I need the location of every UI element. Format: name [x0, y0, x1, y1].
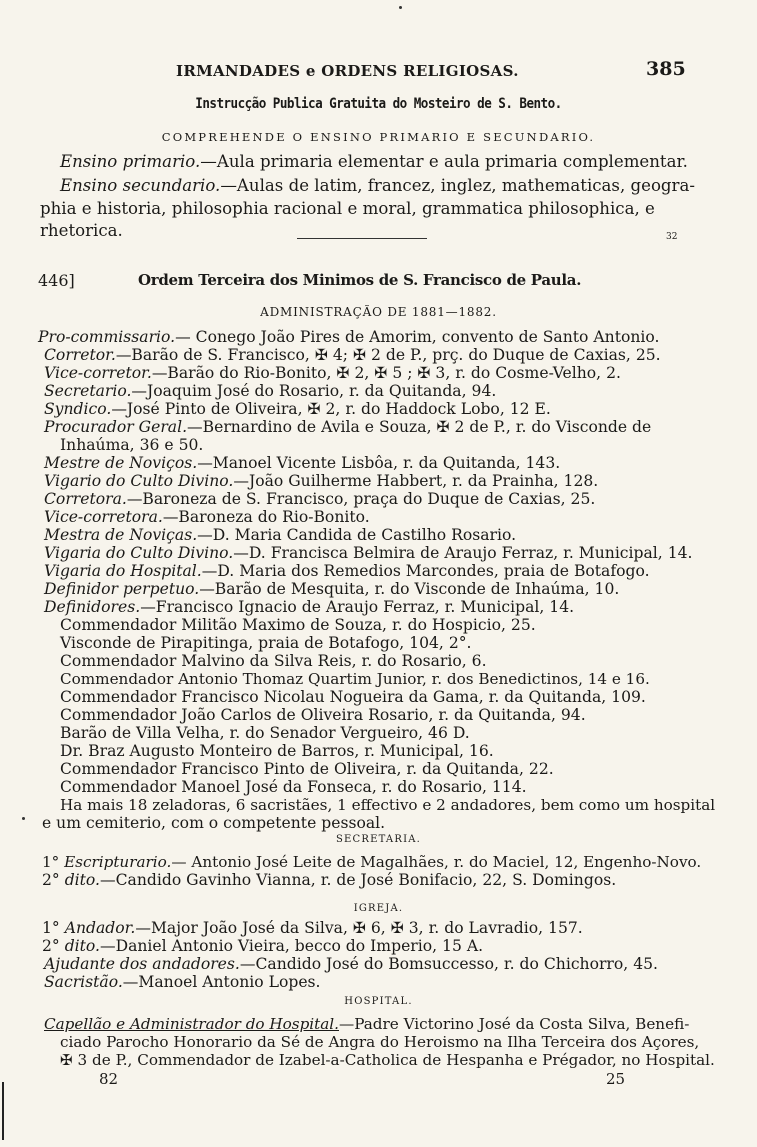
entry-line [60, 153, 688, 171]
ink-speck [399, 6, 402, 9]
entry-text: —Joaquim José do Rosario, r. da Quitanda, 94. [131, 382, 497, 400]
entry-label: dito. [64, 937, 100, 955]
entry-prefix: 2° [42, 937, 60, 955]
entry-text: Commendador Manoel José da Fonseca, r. do Rosario, 114. [60, 778, 527, 796]
entry-label: Vigaria do Culto Divino. [44, 544, 234, 562]
entry-line [60, 177, 695, 195]
entry-label: Mestra de Noviças. [44, 526, 198, 544]
section-title-ordem-terceira: Ordem Terceira dos Minimos de S. Francisco de Paula. [138, 271, 582, 289]
margin-note: 32 [666, 232, 678, 242]
entry-line [44, 364, 621, 382]
entry-text: Inhaúma, 36 e 50. [60, 436, 204, 454]
entry-text: —José Pinto de Oliveira, ✠ 2, r. do Haddock Lobo, 12 E. [111, 400, 551, 418]
footer-signature-right: 25 [606, 1070, 626, 1088]
entry-text: Commendador João Carlos de Oliveira Rosario, r. da Quitanda, 94. [60, 706, 586, 724]
entry-text: —Padre Victorino José da Costa Silva, Benefi- [339, 1015, 690, 1033]
entry-line [60, 742, 494, 760]
entry-text: —Baroneza de S. Francisco, praça do Duque de Caxias, 25. [126, 490, 596, 508]
entry-label: Escripturario. [64, 853, 172, 871]
entry-line [60, 796, 715, 814]
entry-line [44, 544, 693, 562]
ink-speck [22, 817, 25, 820]
entry-text: —Manoel Vicente Lisbôa, r. da Quitanda, 143. [197, 454, 561, 472]
entry-line [60, 634, 472, 652]
entry-text: phia e historia, philosophia racional e moral, grammatica philosophica, e [40, 199, 655, 218]
entry-label: Vigaria do Hospital. [44, 562, 202, 580]
entry-line [38, 328, 659, 346]
entry-text: —Barão de S. Francisco, ✠ 4; ✠ 2 de P., prç. do Duque de Caxias, 25. [115, 346, 661, 364]
entry-line [44, 346, 661, 364]
entry-text: —D. Francisca Belmira de Araujo Ferraz, r. Municipal, 14. [233, 544, 693, 562]
entry-line [60, 760, 554, 778]
entry-text: —João Guilherme Habbert, r. da Prainha, 128. [233, 472, 599, 490]
running-header-title: IRMANDADES e ORDENS RELIGIOSAS. [176, 62, 519, 80]
entry-line [44, 598, 574, 616]
entry-line [44, 955, 658, 973]
entry-label: Pro-commissario. [38, 328, 176, 346]
entry-text: Commendador Militão Maximo de Souza, r. do Hospicio, 25. [60, 616, 536, 634]
entry-line [44, 1015, 689, 1033]
entry-line [42, 853, 701, 871]
entry-text: —Barão de Mesquita, r. do Visconde de Inhaúma, 10. [199, 580, 620, 598]
entry-text: —Baroneza do Rio-Bonito. [162, 508, 370, 526]
entry-text: Commendador Francisco Pinto de Oliveira, r. da Quitanda, 22. [60, 760, 554, 778]
entry-line [44, 382, 496, 400]
entry-text: —Aulas de latim, francez, inglez, mathematicas, geogra- [220, 176, 695, 195]
entry-text: ciado Parocho Honorario da Sé de Angra do Heroismo na Ilha Terceira dos Açores, [60, 1033, 700, 1051]
entry-text: Visconde de Pirapitinga, praia de Botafogo, 104, 2°. [60, 634, 472, 652]
entry-label: Corretora. [44, 490, 127, 508]
entry-line [44, 400, 551, 418]
entry-line [44, 973, 321, 991]
entry-line [40, 222, 123, 240]
entry-label: Ensino primario. [60, 152, 201, 171]
entry-label: dito. [64, 871, 100, 889]
entry-label: Capellão e Administrador do Hospital. [44, 1015, 339, 1033]
entry-label: Definidor perpetuo. [44, 580, 200, 598]
entry-line [42, 919, 583, 937]
entry-line [40, 200, 655, 218]
entry-line [44, 526, 516, 544]
page-number: 385 [646, 58, 686, 80]
entry-text: Barão de Villa Velha, r. do Senador Vergueiro, 46 D. [60, 724, 470, 742]
entry-line [60, 724, 470, 742]
entry-line [60, 1033, 699, 1051]
section-subtitle-comprehende: COMPREHENDE O ENSINO PRIMARIO E SECUNDARIO. [161, 130, 596, 144]
entry-label: Procurador Geral. [44, 418, 188, 436]
entry-line [60, 706, 586, 724]
entry-text: e um cemiterio, com o competente pessoal. [42, 814, 386, 832]
entry-line [60, 688, 646, 706]
entry-prefix: 2° [42, 871, 60, 889]
entry-label: Ensino secundario. [60, 176, 221, 195]
footer-signature-left: 82 [99, 1070, 119, 1088]
entry-text: —Daniel Antonio Vieira, becco do Imperio, 15 A. [100, 937, 484, 955]
entry-text: Commendador Malvino da Silva Reis, r. do Rosario, 6. [60, 652, 487, 670]
hospital-heading: HOSPITAL. [344, 996, 413, 1007]
entry-text: —Aula primaria elementar e aula primaria complementar. [200, 152, 688, 171]
igreja-heading: IGREJA. [353, 903, 404, 914]
entry-line [42, 937, 483, 955]
entry-line [60, 616, 536, 634]
entry-line [60, 652, 487, 670]
entry-line [60, 778, 527, 796]
entry-text: rhetorica. [40, 221, 123, 240]
entry-text: —Candido Gavinho Vianna, r. de José Bonifacio, 22, S. Domingos. [100, 871, 617, 889]
entry-line [44, 508, 370, 526]
entry-label: Sacristão. [44, 973, 123, 991]
entry-text: —Candido José do Bomsuccesso, r. do Chichorro, 45. [239, 955, 658, 973]
entry-label: Andador. [64, 919, 136, 937]
entry-label: Vigario do Culto Divino. [44, 472, 234, 490]
entry-text: —D. Maria dos Remedios Marcondes, praia de Botafogo. [201, 562, 650, 580]
entry-number: 446] [38, 271, 75, 290]
entry-label: Ajudante dos andadores. [44, 955, 240, 973]
entry-line [44, 562, 650, 580]
administration-heading: ADMINISTRAÇÃO DE 1881—1882. [260, 305, 497, 319]
entry-label: Syndico. [44, 400, 112, 418]
entry-label: Vice-corretor. [44, 364, 152, 382]
entry-text: Commendador Francisco Nicolau Nogueira da Gama, r. da Quitanda, 109. [60, 688, 646, 706]
entry-label: Definidores. [44, 598, 141, 616]
entry-text: Commendador Antonio Thomaz Quartim Junior, r. dos Benedictinos, 14 e 16. [60, 670, 650, 688]
section-divider [297, 238, 427, 239]
entry-text: Dr. Braz Augusto Monteiro de Barros, r. Municipal, 16. [60, 742, 494, 760]
binding-edge [2, 1082, 4, 1140]
entry-label: Mestre de Noviços. [44, 454, 198, 472]
entry-text: — Conego João Pires de Amorim, convento de Santo Antonio. [175, 328, 660, 346]
entry-text: ✠ 3 de P., Commendador de Izabel-a-Catholica de Hespanha e Prégador, no Hospital. [60, 1051, 715, 1069]
entry-text: —Major João José da Silva, ✠ 6, ✠ 3, r. do Lavradio, 157. [135, 919, 583, 937]
entry-line [44, 472, 598, 490]
entry-text: Ha mais 18 zeladoras, 6 sacristães, 1 effectivo e 2 andadores, bem como um hospital [60, 796, 716, 814]
entry-text: —Barão do Rio-Bonito, ✠ 2, ✠ 5 ; ✠ 3, r. do Cosme-Velho, 2. [151, 364, 621, 382]
entry-text: — Antonio José Leite de Magalhães, r. do Maciel, 12, Engenho-Novo. [171, 853, 702, 871]
entry-text: —D. Maria Candida de Castilho Rosario. [197, 526, 517, 544]
entry-text: —Francisco Ignacio de Araujo Ferraz, r. Municipal, 14. [140, 598, 575, 616]
entry-line [44, 490, 595, 508]
secretaria-heading: SECRETARIA. [335, 834, 422, 845]
entry-text: —Manoel Antonio Lopes. [122, 973, 321, 991]
entry-label: Vice-corretora. [44, 508, 163, 526]
entry-label: Secretario. [44, 382, 132, 400]
entry-prefix: 1° [42, 853, 60, 871]
entry-line [44, 580, 619, 598]
entry-line [42, 871, 616, 889]
entry-line [60, 436, 203, 454]
entry-label: Corretor. [44, 346, 116, 364]
entry-line [60, 1051, 715, 1069]
entry-line [42, 814, 385, 832]
entry-prefix: 1° [42, 919, 60, 937]
entry-line [44, 454, 560, 472]
entry-line [60, 670, 650, 688]
entry-line [44, 418, 651, 436]
section-title-instruccao: Instrucção Publica Gratuita do Mosteiro de S. Bento. [195, 96, 562, 112]
entry-text: —Bernardino de Avila e Souza, ✠ 2 de P., r. do Visconde de [187, 418, 652, 436]
